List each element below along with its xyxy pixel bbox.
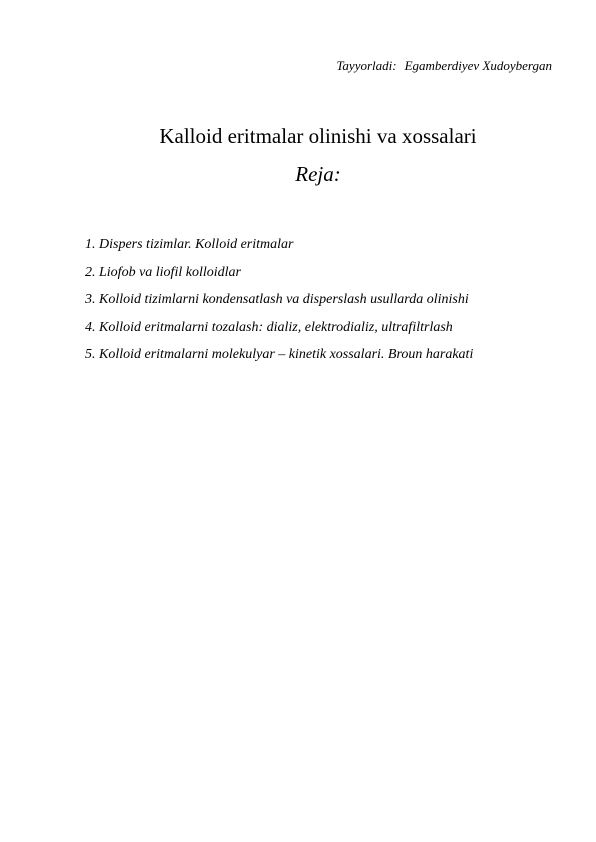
author-line <box>336 58 552 74</box>
plan-list <box>85 236 473 374</box>
prepared-by-label: Tayyorladi: <box>336 58 397 73</box>
plan-item-4: 4. Kolloid eritmalarni tozalash: dializ, elektrodializ, ultrafiltrlash <box>85 319 453 335</box>
author-name: Egamberdiyev Xudoybergan <box>404 58 552 73</box>
document-title: Kalloid eritmalar olinishi va xossalari <box>159 124 477 148</box>
plan-heading: Reja: <box>295 162 341 186</box>
plan-item-2: 2. Liofob va liofil kolloidlar <box>85 264 241 280</box>
plan-item-3: 3. Kolloid tizimlarni kondensatlash va disperslash usullarda olinishi <box>85 292 469 307</box>
plan-item-1: 1. Dispers tizimlar. Kolloid eritmalar <box>85 237 294 252</box>
plan-item-5: 5. Kolloid eritmalarni molekulyar – kinetik xossalari. Broun harakati <box>85 347 474 362</box>
